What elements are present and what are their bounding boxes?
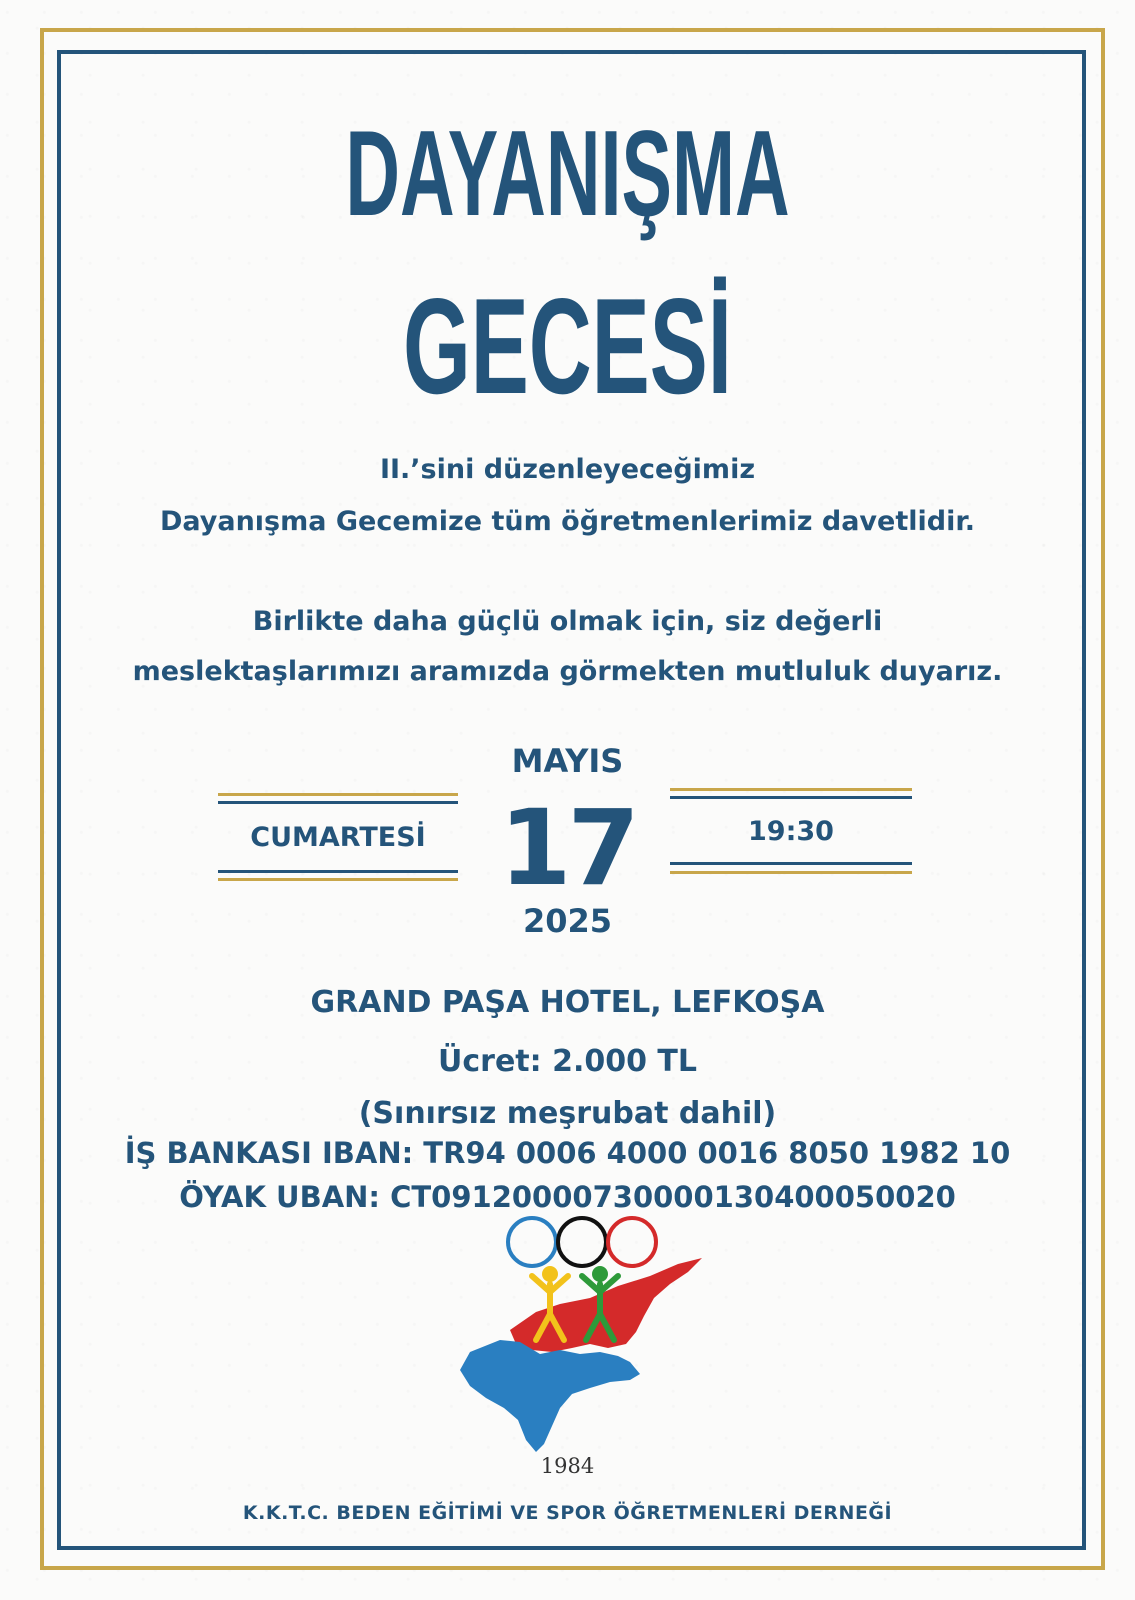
- invitation-line3: Birlikte daha güçlü olmak için, siz değerli: [252, 606, 883, 637]
- event-time: 19:30: [748, 816, 834, 847]
- date-month: MAYIS: [511, 742, 624, 780]
- left-rule-bottom-gold: [218, 878, 458, 881]
- invitation-line2: Dayanışma Gecemize tüm öğretmenlerimiz davetlidir.: [159, 506, 976, 537]
- venue: GRAND PAŞA HOTEL, LEFKOŞA: [310, 985, 825, 1020]
- right-rule-bottom-blue: [670, 862, 912, 865]
- olympic-rings-cyprus-map-logo-icon: [440, 1212, 720, 1482]
- date-day: 17: [499, 787, 636, 909]
- invitation-line4: meslektaşlarımızı aramızda görmekten mutluluk duyarız.: [132, 656, 1003, 687]
- invitation-line1: II.’sini düzenleyeceğimiz: [379, 454, 756, 485]
- fee-note: (Sınırsız meşrubat dahil): [358, 1096, 777, 1131]
- right-rule-top-gold: [670, 788, 912, 791]
- fee: Ücret: 2.000 TL: [438, 1044, 697, 1079]
- date-weekday: CUMARTESİ: [250, 822, 426, 853]
- iban-isbank: İŞ BANKASI IBAN: TR94 0006 4000 0016 8050 1982 10: [124, 1136, 1011, 1170]
- organization-name: K.K.T.C. BEDEN EĞİTİMİ VE SPOR ÖĞRETMENLERİ DERNEĞİ: [242, 1502, 893, 1524]
- right-rule-bottom-gold: [670, 871, 912, 874]
- founding-year: 1984: [540, 1454, 595, 1478]
- iban-oyak: ÖYAK UBAN: CT09120000730000130400050020: [179, 1180, 956, 1214]
- left-rule-bottom-blue: [218, 870, 458, 873]
- right-rule-top-blue: [670, 796, 912, 799]
- left-rule-top-gold: [218, 793, 458, 796]
- poster-title-line2: GECESİ: [403, 270, 732, 422]
- poster-title-line1: DAYANIŞMA: [345, 105, 790, 241]
- date-year: 2025: [522, 902, 613, 940]
- left-rule-top-blue: [218, 801, 458, 804]
